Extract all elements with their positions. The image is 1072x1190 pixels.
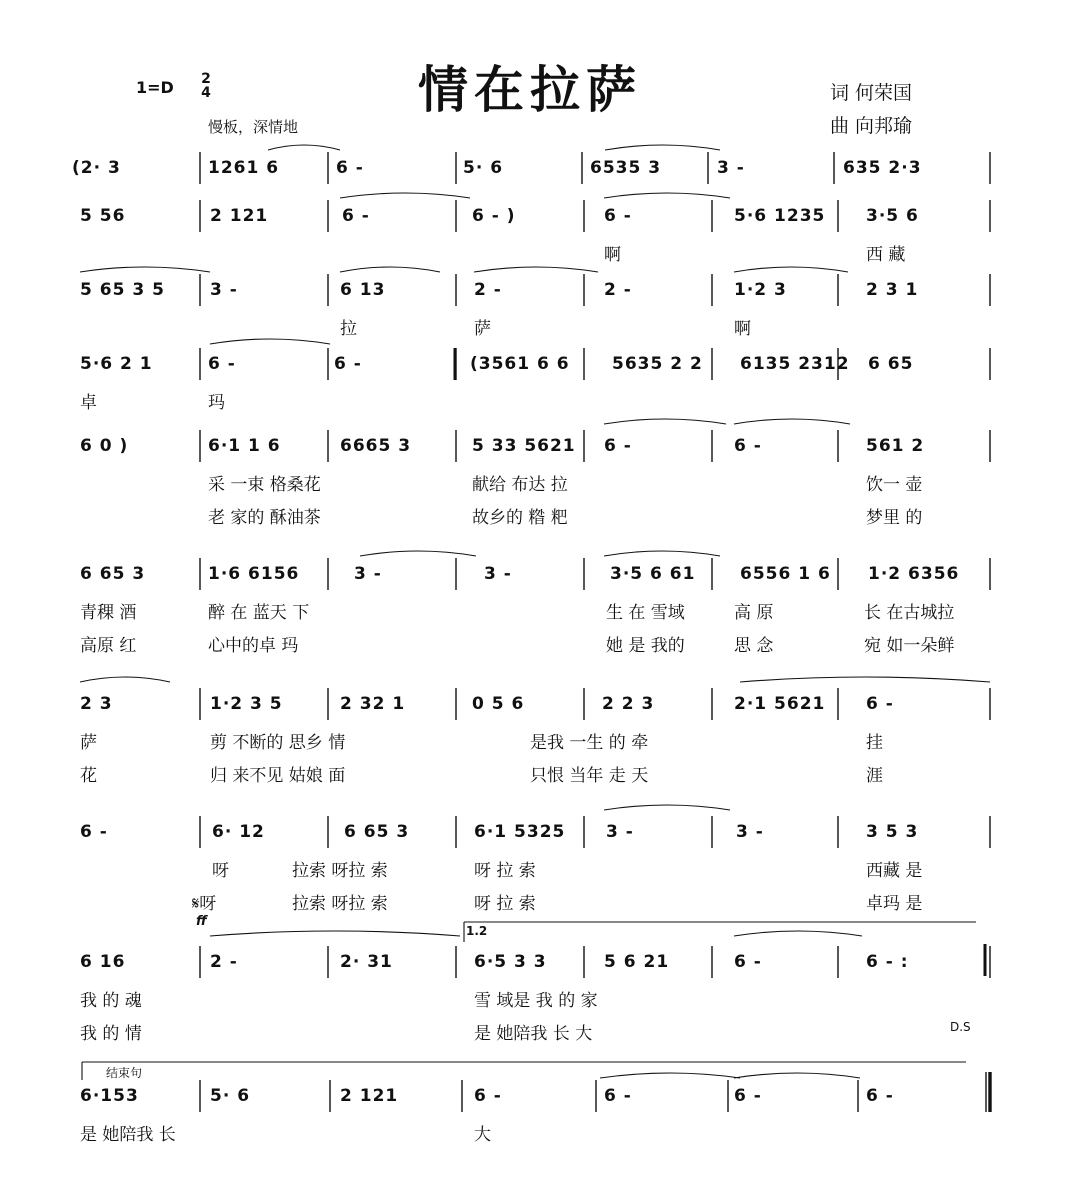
- lyricist-credit: 词 何荣国: [830, 82, 913, 104]
- measure-notes: 3 -: [484, 564, 512, 584]
- slur: [734, 267, 848, 272]
- lyric-text: 青稞 酒: [80, 603, 137, 623]
- measure-notes: 6 -: [334, 354, 362, 374]
- measure-notes: 1·2 3 5: [210, 694, 283, 714]
- lyric-text: 高 原: [734, 603, 774, 623]
- measure-notes: 2 2 3: [602, 694, 655, 714]
- measure-notes: 6· 12: [212, 822, 265, 842]
- slur: [210, 339, 330, 344]
- measure-notes: 5 6 21: [604, 952, 670, 972]
- lyric-text: 高原 红: [80, 636, 137, 656]
- slur: [340, 267, 440, 272]
- measure-notes: 5·6 1235: [734, 206, 826, 226]
- measure-notes: 5 65 3 5: [80, 280, 165, 300]
- slur: [210, 931, 460, 936]
- measure-notes: 6 -: [336, 158, 364, 178]
- lyric-text: 故乡的 糌 粑: [472, 508, 568, 528]
- lyric-text: 花: [80, 766, 97, 786]
- lyric-text: 啊: [604, 245, 621, 265]
- measure-notes: 6·1 1 6: [208, 436, 281, 456]
- measure-notes: 6 -: [734, 1086, 762, 1106]
- composer-credit: 曲 向邦瑜: [830, 115, 913, 137]
- slur: [734, 1073, 860, 1078]
- lyric-text: 拉索 呀拉 索: [292, 861, 388, 881]
- measure-notes: 6 -: [604, 206, 632, 226]
- lyric-text: 思 念: [734, 636, 774, 656]
- measure-notes: 6 0 ): [80, 436, 129, 456]
- slur: [740, 677, 990, 682]
- measure-notes: 3 -: [606, 822, 634, 842]
- lyric-text: 醉 在 蓝天 下: [208, 603, 310, 623]
- lyric-text: 涯: [866, 766, 883, 786]
- slur: [604, 193, 730, 198]
- slur: [604, 551, 720, 556]
- measure-notes: 5· 6: [463, 158, 504, 178]
- key-signature: 1=D: [136, 78, 174, 97]
- measure-notes: 6 65 3: [344, 822, 410, 842]
- measure-notes: 3 -: [210, 280, 238, 300]
- measure-notes: 3·5 6 61: [610, 564, 696, 584]
- fortissimo-mark: ff: [196, 914, 207, 929]
- measure-notes: 1·6 6156: [208, 564, 300, 584]
- lyric-text: 献给 布达 拉: [472, 475, 568, 495]
- lyric-text: 她 是 我的: [606, 636, 685, 656]
- lyric-text: 拉索 呀拉 索: [292, 894, 388, 914]
- slur: [600, 1073, 740, 1078]
- dal-segno-mark: D.S: [950, 1020, 971, 1034]
- lyric-text: 𝄋呀: [192, 894, 217, 914]
- measure-notes: 6 65: [868, 354, 914, 374]
- slur: [80, 677, 170, 682]
- lyric-text: 雪 域是 我 的 家: [474, 991, 598, 1011]
- measure-notes: 2 3: [80, 694, 113, 714]
- lyric-text: 呀 拉 索: [474, 861, 536, 881]
- measure-notes: 6 16: [80, 952, 126, 972]
- measure-notes: 5635 2 2: [612, 354, 703, 374]
- measure-notes: 6 -: [342, 206, 370, 226]
- lyric-text: 西藏 是: [866, 861, 923, 881]
- lyric-text: 萨: [474, 319, 491, 339]
- measure-notes: 1·2 3: [734, 280, 787, 300]
- lyric-text: 玛: [208, 393, 225, 413]
- lyric-text: 心中的卓 玛: [208, 636, 299, 656]
- measure-notes: 2· 31: [340, 952, 393, 972]
- measure-notes: 6 -: [866, 1086, 894, 1106]
- lyric-text: 我 的 情: [80, 1024, 142, 1044]
- ending-label: 结束句: [106, 1066, 143, 1080]
- measure-notes: 6 -: [474, 1086, 502, 1106]
- slur: [734, 419, 850, 424]
- measure-notes: 1·2 6356: [868, 564, 960, 584]
- lyric-text: 卓: [80, 393, 97, 413]
- measure-notes: 2 -: [474, 280, 502, 300]
- slur: [605, 145, 720, 150]
- lyric-text: 剪 不断的 思乡 情: [210, 733, 346, 753]
- lyric-text: 宛 如一朵鲜: [864, 636, 955, 656]
- measure-notes: 6 -: [866, 694, 894, 714]
- measure-notes: 6535 3: [590, 158, 662, 178]
- measure-notes: 6·153: [80, 1086, 139, 1106]
- measure-notes: 6135 2312: [740, 354, 850, 374]
- slur: [604, 805, 730, 810]
- measure-notes: 5·6 2 1: [80, 354, 153, 374]
- volta-number: 1.2: [466, 924, 488, 938]
- lyric-text: 生 在 雪域: [606, 603, 685, 623]
- lyric-text: 呀: [212, 861, 229, 881]
- lyric-text: 采 一束 格桑花: [208, 475, 321, 495]
- lyric-text: 啊: [734, 319, 751, 339]
- slur: [474, 267, 598, 272]
- measure-notes: 6 - :: [866, 952, 909, 972]
- measure-notes: 2 3 1: [866, 280, 919, 300]
- time-signature-top: 2: [201, 71, 211, 87]
- measure-notes: 5· 6: [210, 1086, 251, 1106]
- measure-notes: 6 -: [604, 436, 632, 456]
- measure-notes: 635 2·3: [843, 158, 922, 178]
- measure-notes: 6·5 3 3: [474, 952, 547, 972]
- measure-notes: (3561 6 6: [470, 354, 570, 374]
- song-title: 情在拉萨: [418, 60, 642, 119]
- lyric-text: 是 她陪我 长 大: [474, 1024, 593, 1044]
- measure-notes: 6 -: [208, 354, 236, 374]
- measure-notes: (2· 3: [72, 158, 121, 178]
- measure-notes: 2 121: [210, 206, 269, 226]
- lyric-text: 是 她陪我 长: [80, 1125, 176, 1145]
- measure-notes: 6 - ): [472, 206, 516, 226]
- measure-notes: 6·1 5325: [474, 822, 566, 842]
- measure-notes: 561 2: [866, 436, 925, 456]
- measure-notes: 6 13: [340, 280, 386, 300]
- slur: [80, 267, 210, 272]
- lyric-text: 大: [474, 1125, 491, 1145]
- measure-notes: 6 65 3: [80, 564, 146, 584]
- measure-notes: 6556 1 6: [740, 564, 831, 584]
- time-signature-bottom: 4: [201, 85, 211, 101]
- lyric-text: 我 的 魂: [80, 991, 142, 1011]
- measure-notes: 6 -: [604, 1086, 632, 1106]
- measure-notes: 2 -: [210, 952, 238, 972]
- measure-notes: 6 -: [80, 822, 108, 842]
- lyric-text: 萨: [80, 733, 97, 753]
- measure-notes: 3 -: [736, 822, 764, 842]
- slur: [340, 193, 470, 198]
- lyric-text: 老 家的 酥油茶: [208, 508, 321, 528]
- measure-notes: 0 5 6: [472, 694, 525, 714]
- measure-notes: 2 -: [604, 280, 632, 300]
- measure-notes: 6665 3: [340, 436, 412, 456]
- lyric-text: 卓玛 是: [866, 894, 923, 914]
- measure-notes: 3·5 6: [866, 206, 919, 226]
- measure-notes: 5 33 5621: [472, 436, 576, 456]
- measure-notes: 3 5 3: [866, 822, 919, 842]
- measure-notes: 6 -: [734, 436, 762, 456]
- measure-notes: 3 -: [717, 158, 745, 178]
- lyric-text: 西 藏: [866, 245, 906, 265]
- measure-notes: 1261 6: [208, 158, 280, 178]
- lyric-text: 呀 拉 索: [474, 894, 536, 914]
- measure-notes: 6 -: [734, 952, 762, 972]
- lyric-text: 归 来不见 姑娘 面: [210, 766, 346, 786]
- lyric-text: 只恨 当年 走 天: [530, 766, 649, 786]
- measure-notes: 2 121: [340, 1086, 399, 1106]
- tempo-marking: 慢板，深情地: [208, 118, 299, 136]
- lyric-text: 饮一 壶: [866, 475, 923, 495]
- measure-notes: 2·1 5621: [734, 694, 826, 714]
- lyric-text: 梦里 的: [866, 508, 923, 528]
- slur: [604, 419, 726, 424]
- measure-notes: 2 32 1: [340, 694, 406, 714]
- measure-notes: 3 -: [354, 564, 382, 584]
- slur: [268, 145, 340, 150]
- lyric-text: 挂: [866, 733, 883, 753]
- lyric-text: 是我 一生 的 牵: [530, 733, 649, 753]
- slur: [360, 551, 476, 556]
- lyric-text: 拉: [340, 319, 357, 339]
- slur: [734, 931, 862, 936]
- lyric-text: 长 在古城拉: [864, 603, 955, 623]
- measure-notes: 5 56: [80, 206, 126, 226]
